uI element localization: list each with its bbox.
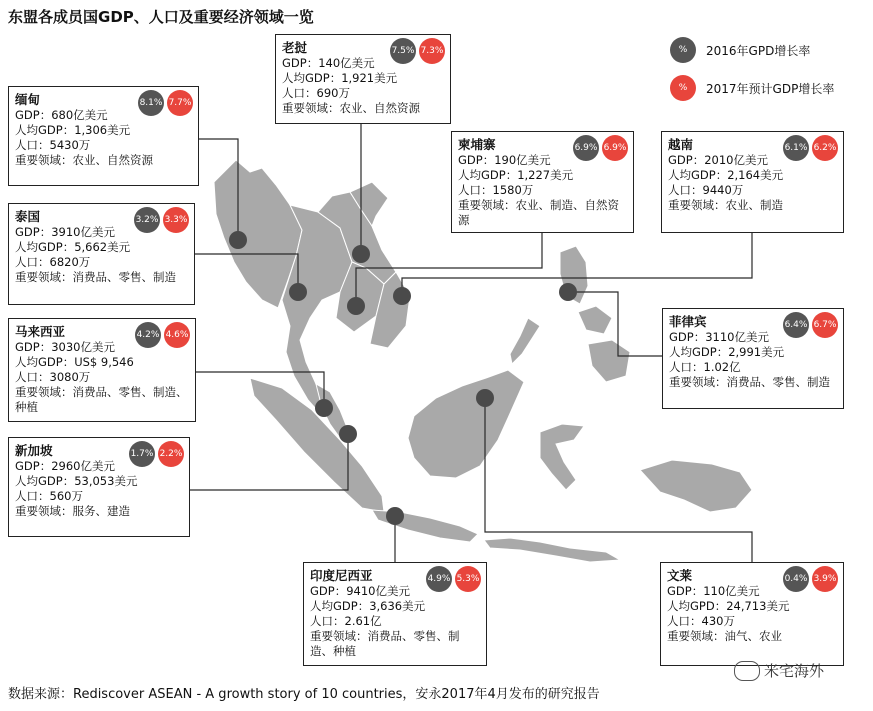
growth-2016-badge: 1.7% bbox=[129, 441, 155, 467]
growth-2017-badge: 6.2% bbox=[812, 135, 838, 161]
country-name: 缅甸 bbox=[15, 92, 41, 107]
population: 人口：1580万 bbox=[458, 183, 534, 197]
gdp: GDP：2010亿美元 bbox=[668, 153, 768, 167]
growth-2016-badge: 4.9% bbox=[426, 566, 452, 592]
population: 人口：3080万 bbox=[15, 370, 91, 384]
growth-2016-badge: 0.4% bbox=[783, 566, 809, 592]
growth-2017-badge: 7.3% bbox=[419, 38, 445, 64]
gdp: GDP：680亿美元 bbox=[15, 108, 108, 122]
card-singapore bbox=[8, 437, 190, 537]
key-sectors: 重要领域：农业、制造、自然资源 bbox=[458, 198, 619, 227]
card-myanmar bbox=[8, 86, 199, 186]
gdp: GDP：110亿美元 bbox=[667, 584, 760, 598]
gdp: GDP：190亿美元 bbox=[458, 153, 551, 167]
page-title: 东盟各成员国GDP、人口及重要经济领域一览 bbox=[8, 8, 314, 26]
legend-2017-dot: % bbox=[670, 75, 696, 101]
gdp-per-capita: 人均GDP：US$ 9,546 bbox=[15, 355, 134, 369]
growth-2016-badge: 4.2% bbox=[135, 322, 161, 348]
gdp-per-capita: 人均GDP：1,227美元 bbox=[458, 168, 574, 182]
key-sectors: 重要领域：消费品、零售、制造、种植 bbox=[310, 629, 460, 658]
population: 人口：6820万 bbox=[15, 255, 91, 269]
key-sectors: 重要领域：农业、自然资源 bbox=[15, 153, 153, 167]
watermark bbox=[734, 660, 824, 681]
key-sectors: 重要领域：农业、制造 bbox=[668, 198, 783, 212]
country-name: 越南 bbox=[668, 137, 694, 152]
growth-2016-badge: 7.5% bbox=[390, 38, 416, 64]
papua-shape bbox=[640, 460, 752, 512]
marker-cambodia bbox=[347, 297, 365, 315]
marker-thailand bbox=[289, 283, 307, 301]
population: 人口：430万 bbox=[667, 614, 735, 628]
growth-2016-badge: 6.4% bbox=[783, 312, 809, 338]
gdp-per-capita: 人均GDP：1,921美元 bbox=[282, 71, 398, 85]
card-vietnam bbox=[661, 131, 844, 233]
growth-2017-badge: 6.9% bbox=[602, 135, 628, 161]
key-sectors: 重要领域：消费品、零售、制造 bbox=[669, 375, 830, 389]
card-cambodia bbox=[451, 131, 634, 233]
card-thailand bbox=[8, 203, 195, 305]
marker-laos bbox=[352, 245, 370, 263]
key-sectors: 重要领域：服务、建造 bbox=[15, 504, 130, 518]
country-name: 马来西亚 bbox=[15, 324, 66, 339]
gdp-per-capita: 人均GDP：1,306美元 bbox=[15, 123, 131, 137]
key-sectors: 重要领域：消费品、零售、制造 bbox=[15, 270, 176, 284]
growth-2017-badge: 3.9% bbox=[812, 566, 838, 592]
growth-2017-badge: 6.7% bbox=[812, 312, 838, 338]
card-laos bbox=[275, 34, 451, 124]
gdp: GDP：3110亿美元 bbox=[669, 330, 769, 344]
population: 人口：1.02亿 bbox=[669, 360, 741, 374]
country-name: 泰国 bbox=[15, 209, 41, 224]
card-philippines bbox=[662, 308, 844, 409]
key-sectors: 重要领域：农业、自然资源 bbox=[282, 101, 420, 115]
growth-2016-badge: 6.9% bbox=[573, 135, 599, 161]
gdp-per-capita: 人均GDP：3,636美元 bbox=[310, 599, 426, 613]
country-name: 老挝 bbox=[282, 40, 308, 55]
marker-malaysia bbox=[315, 399, 333, 417]
population: 人口：690万 bbox=[282, 86, 350, 100]
sulawesi-shape bbox=[540, 424, 584, 490]
country-name: 菲律宾 bbox=[669, 314, 707, 329]
country-name: 新加坡 bbox=[15, 443, 53, 458]
watermark-text: 米宅海外 bbox=[764, 662, 825, 680]
growth-2017-badge: 7.7% bbox=[167, 90, 193, 116]
growth-2016-badge: 8.1% bbox=[138, 90, 164, 116]
population: 人口：5430万 bbox=[15, 138, 91, 152]
marker-brunei bbox=[476, 389, 494, 407]
key-sectors: 重要领域：油气、农业 bbox=[667, 629, 782, 643]
card-indonesia bbox=[303, 562, 487, 666]
source-note: 数据来源：Rediscover ASEAN - A growth story of 10 countries，安永2017年4月发布的研究报告 bbox=[8, 687, 600, 702]
growth-2017-badge: 5.3% bbox=[455, 566, 481, 592]
lesser-sunda-shape bbox=[484, 538, 620, 562]
population: 人口：2.61亿 bbox=[310, 614, 382, 628]
gdp: GDP：2960亿美元 bbox=[15, 459, 115, 473]
legend-2017 bbox=[670, 75, 834, 101]
growth-2017-badge: 4.6% bbox=[164, 322, 190, 348]
gdp: GDP：140亿美元 bbox=[282, 56, 375, 70]
gdp-per-capita: 人均GPD：24,713美元 bbox=[667, 599, 790, 613]
legend-2016-dot: % bbox=[670, 37, 696, 63]
legend-2016 bbox=[670, 37, 810, 63]
gdp: GDP：3910亿美元 bbox=[15, 225, 115, 239]
gdp: GDP：9410亿美元 bbox=[310, 584, 410, 598]
palawan-shape bbox=[510, 318, 540, 364]
country-name: 印度尼西亚 bbox=[310, 568, 373, 583]
growth-2016-badge: 3.2% bbox=[134, 207, 160, 233]
marker-philippines bbox=[559, 283, 577, 301]
gdp-per-capita: 人均GDP：53,053美元 bbox=[15, 474, 138, 488]
card-malaysia bbox=[8, 318, 196, 422]
population: 人口：9440万 bbox=[668, 183, 744, 197]
borneo-shape bbox=[408, 370, 524, 478]
visayas-shape bbox=[578, 306, 612, 334]
growth-2017-badge: 3.3% bbox=[163, 207, 189, 233]
growth-2016-badge: 6.1% bbox=[783, 135, 809, 161]
legend-2016-label: 2016年GPD增长率 bbox=[706, 43, 811, 58]
gdp-per-capita: 人均GDP：5,662美元 bbox=[15, 240, 131, 254]
growth-2017-badge: 2.2% bbox=[158, 441, 184, 467]
key-sectors: 重要领域：消费品、零售、制造、种植 bbox=[15, 385, 188, 414]
marker-singapore bbox=[339, 425, 357, 443]
legend-2017-label: 2017年预计GDP增长率 bbox=[706, 81, 835, 96]
country-name: 文莱 bbox=[667, 568, 693, 583]
marker-myanmar bbox=[229, 231, 247, 249]
population: 人口：560万 bbox=[15, 489, 83, 503]
country-name: 柬埔寨 bbox=[458, 137, 496, 152]
wechat-icon bbox=[734, 661, 760, 681]
mindanao-shape bbox=[588, 340, 630, 382]
gdp: GDP：3030亿美元 bbox=[15, 340, 115, 354]
marker-indonesia bbox=[386, 507, 404, 525]
card-brunei bbox=[660, 562, 844, 666]
gdp-per-capita: 人均GDP：2,164美元 bbox=[668, 168, 784, 182]
gdp-per-capita: 人均GDP：2,991美元 bbox=[669, 345, 785, 359]
marker-vietnam bbox=[393, 287, 411, 305]
